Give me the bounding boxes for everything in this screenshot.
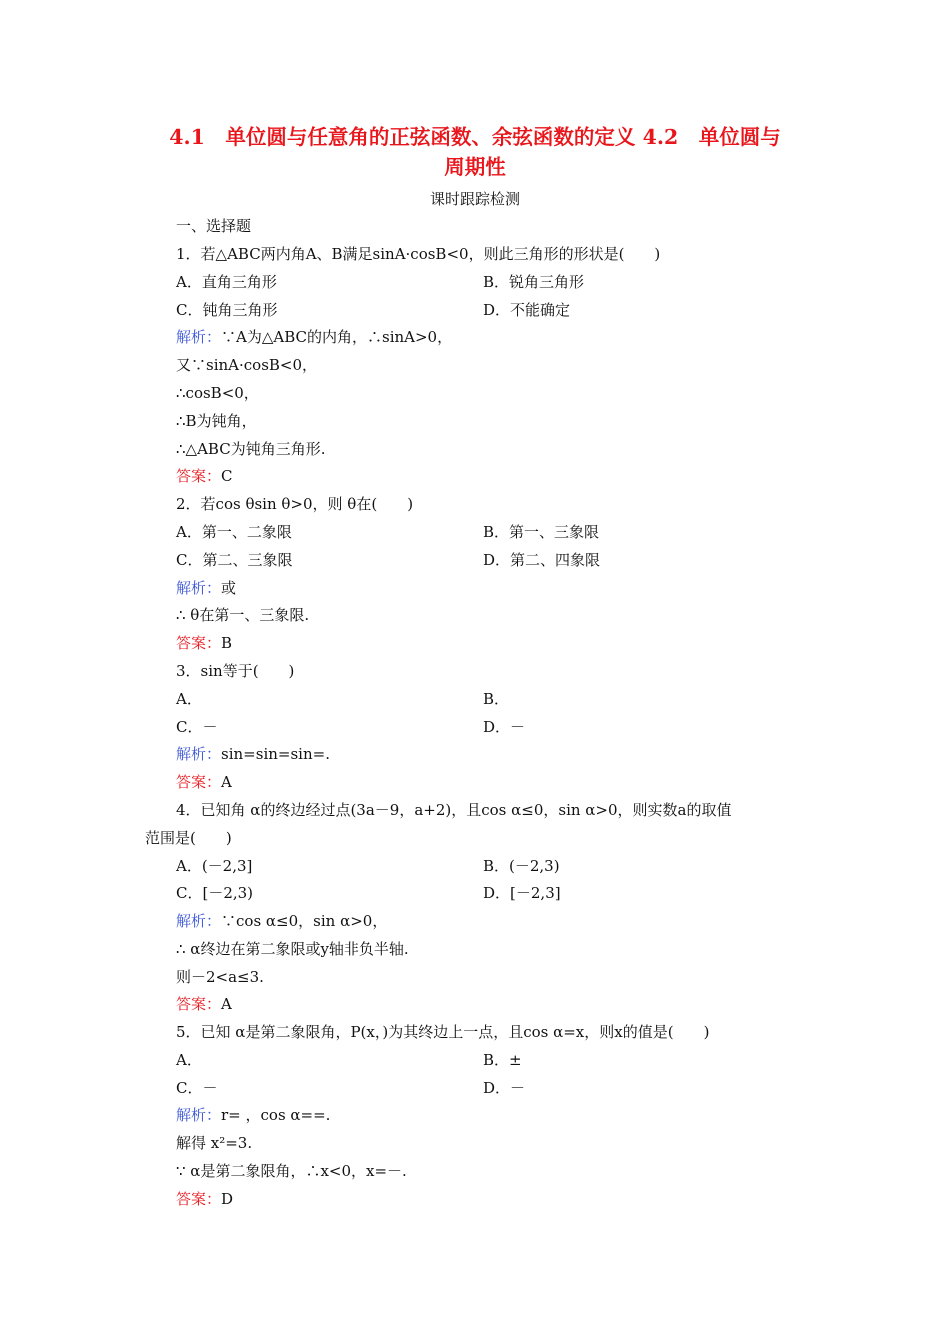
q3-option-c: C．－ xyxy=(176,718,218,736)
q3-option-b: B． xyxy=(483,690,510,708)
q5-option-c: C．－ xyxy=(176,1079,218,1097)
q3-answer-value: A xyxy=(221,773,232,791)
title-line-2: 周期性 xyxy=(444,155,506,179)
q4-option-c: C．[－2,3) xyxy=(176,884,254,902)
q1-answer-label: 答案： xyxy=(176,467,222,485)
q1-option-d: D．不能确定 xyxy=(483,301,571,319)
q1-option-a: A．直角三角形 xyxy=(176,273,277,291)
q3-answer-label: 答案： xyxy=(176,773,222,791)
q4-answer xyxy=(176,994,232,1014)
q1-solution-line-5: ∴△ABC为钝角三角形. xyxy=(176,440,326,458)
q4-stem-line-2: 范围是( ) xyxy=(145,829,232,847)
q4-solution-line-3: 则－2<a≤3. xyxy=(176,968,264,986)
q4-option-d: D．[－2,3] xyxy=(483,884,561,902)
q5-option-b: B．± xyxy=(483,1051,522,1069)
q4-answer-label: 答案： xyxy=(176,995,222,1013)
q5-answer xyxy=(176,1189,233,1209)
q5-jiexi-label: 解析： xyxy=(176,1106,222,1124)
q4-solution-line-1 xyxy=(176,911,387,931)
q2-option-a: A．第一、二象限 xyxy=(176,523,292,541)
q3-jiexi-label: 解析： xyxy=(176,745,222,763)
q1-answer-value: C xyxy=(221,467,233,485)
q1-jiexi-label: 解析： xyxy=(176,328,222,346)
q5-answer-label: 答案： xyxy=(176,1190,222,1208)
q2-solution-line-1 xyxy=(176,578,236,598)
q5-solution-line-3: ∵ α是第二象限角，∴x<0，x=－. xyxy=(176,1162,407,1180)
q3-option-a: A． xyxy=(176,690,202,708)
q5-solution-text: r= ，cos α==. xyxy=(221,1106,331,1124)
q1-stem: 1．若△ABC两内角A、B满足sinA·cosB<0，则此三角形的形状是( ) xyxy=(176,245,661,263)
q2-stem: 2．若cos θsin θ>0，则 θ在( ) xyxy=(176,495,414,513)
q2-solution-line-2: ∴ θ在第一、三象限. xyxy=(176,606,310,624)
q3-solution-text: sin=sin=sin=. xyxy=(221,745,330,763)
q1-solution-line-1 xyxy=(176,327,452,347)
title-line-1: 4.1 单位圆与任意角的正弦函数、余弦函数的定义 4.2 单位圆与 xyxy=(169,125,781,149)
q4-solution-text: ∵cos α≤0，sin α>0， xyxy=(221,912,388,930)
q1-solution-line-4: ∴B为钝角， xyxy=(176,412,257,430)
page-subtitle: 课时跟踪检测 xyxy=(429,190,520,208)
q4-answer-value: A xyxy=(221,995,232,1013)
q1-solution-line-3: ∴cosB<0， xyxy=(176,384,259,402)
q2-solution-text: 或 xyxy=(221,579,237,597)
page-title xyxy=(140,122,810,182)
q5-option-a: A． xyxy=(176,1051,202,1069)
q5-solution-line-1 xyxy=(176,1105,330,1125)
q1-answer xyxy=(176,466,233,486)
q2-answer xyxy=(176,633,232,653)
q2-answer-value: B xyxy=(221,634,233,652)
q3-solution-line-1 xyxy=(176,744,330,764)
q5-answer-value: D xyxy=(221,1190,234,1208)
q2-option-d: D．第二、四象限 xyxy=(483,551,601,569)
q5-option-d: D．－ xyxy=(483,1079,526,1097)
q4-option-a: A．(－2,3] xyxy=(176,857,253,875)
q3-stem: 3．sin等于( ) xyxy=(176,662,295,680)
q4-solution-line-2: ∴ α终边在第二象限或y轴非负半轴. xyxy=(176,940,409,958)
q2-option-b: B．第一、三象限 xyxy=(483,523,600,541)
section-heading: 一、选择题 xyxy=(176,217,252,235)
q4-jiexi-label: 解析： xyxy=(176,912,222,930)
q1-option-b: B．锐角三角形 xyxy=(483,273,585,291)
q5-solution-line-2: 解得 x²=3. xyxy=(176,1134,253,1152)
q2-answer-label: 答案： xyxy=(176,634,222,652)
q3-answer xyxy=(176,772,232,792)
q2-option-c: C．第二、三象限 xyxy=(176,551,293,569)
q5-stem: 5．已知 α是第二象限角，P(x，)为其终边上一点，且cos α=x，则x的值是( ) xyxy=(176,1023,710,1041)
q1-solution-text: ∵A为△ABC的内角，∴sinA>0， xyxy=(221,328,453,346)
q4-option-b: B．(－2,3) xyxy=(483,857,560,875)
q2-jiexi-label: 解析： xyxy=(176,579,222,597)
q1-option-c: C．钝角三角形 xyxy=(176,301,278,319)
q4-stem-line-1: 4．已知角 α的终边经过点(3a－9，a+2)，且cos α≤0，sin α>0，则实数a的取值 xyxy=(176,801,732,819)
q1-solution-line-2: 又∵sinA·cosB<0， xyxy=(176,356,318,374)
q3-option-d: D．－ xyxy=(483,718,526,736)
